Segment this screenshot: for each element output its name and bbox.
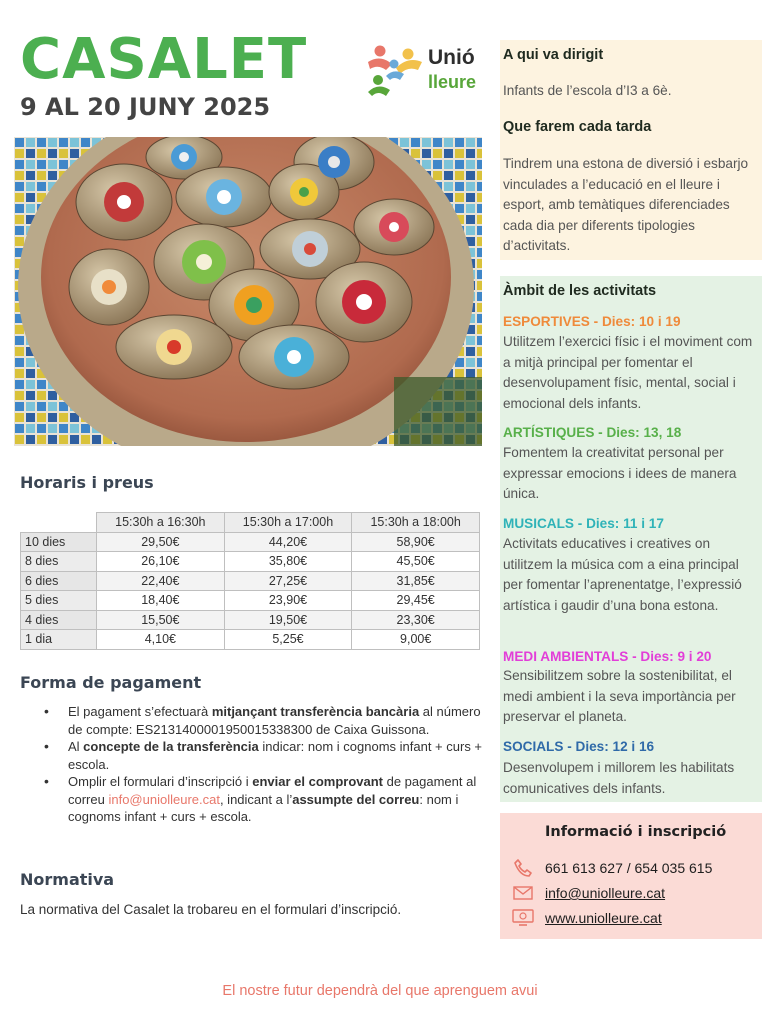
audience-text: Infants de l’escola d’I3 a 6è. xyxy=(503,83,672,98)
table-cell: 5,25€ xyxy=(224,630,352,650)
table-row xyxy=(21,610,480,630)
logo xyxy=(366,40,486,100)
table-cell: 18,40€ xyxy=(97,591,225,611)
payment-text: Al xyxy=(68,739,84,754)
activity-title-environment: MEDI AMBIENTALS - Dies: 9 i 20 xyxy=(503,649,712,664)
schedule-heading: Horaris i preus xyxy=(20,473,154,492)
logo-figures-icon xyxy=(366,42,424,98)
payment-text: : nom i cognoms infant + curs + escola. xyxy=(68,791,459,824)
payment-text: de pagament al correu xyxy=(68,774,477,807)
table-header-cell: 15:30h a 18:00h xyxy=(352,513,480,533)
table-cell: 23,90€ xyxy=(224,591,352,611)
payment-heading: Forma de pagament xyxy=(20,673,202,692)
phone-icon xyxy=(510,858,536,878)
activity-title-social: SOCIALS - Dies: 12 i 16 xyxy=(503,739,655,754)
table-cell: 29,45€ xyxy=(352,591,480,611)
list-item xyxy=(44,773,484,826)
table-row xyxy=(21,552,480,572)
table-header-cell xyxy=(21,513,97,533)
activities-heading: Àmbit de les activitats xyxy=(503,283,657,299)
table-header-cell: 15:30h a 16:30h xyxy=(97,513,225,533)
payment-email-link[interactable]: info@uniolleure.cat xyxy=(108,791,220,807)
contact-heading: Informació i inscripció xyxy=(545,824,727,840)
table-cell: 1 dia xyxy=(21,630,97,650)
logo-text-unio: Unió xyxy=(428,46,475,69)
activity-text-arts: Fomentem la creativitat personal per expressar emocions i idees de manera única. xyxy=(503,445,737,501)
payment-text: indicar: nom i cognoms infant + curs + escola. xyxy=(68,739,483,772)
table-cell: 9,00€ xyxy=(352,630,480,650)
event-dates: 9 AL 20 JUNY 2025 xyxy=(20,93,271,121)
afternoons-text: Tindrem una estona de diversió i esbarjo vinculades a l’educació en el lleure i esport, amb temàtiques diferenciades cada dia per diferents tipologies d’activitats. xyxy=(503,156,749,253)
table-cell: 29,50€ xyxy=(97,532,225,552)
contact-web-link[interactable]: www.uniolleure.cat xyxy=(545,910,662,926)
logo-text-lleure: lleure xyxy=(428,72,477,92)
table-row xyxy=(21,571,480,591)
payment-text: El pagament s’efectuarà xyxy=(68,704,212,719)
table-header-row xyxy=(21,513,480,533)
afternoons-heading: Que farem cada tarda xyxy=(503,119,652,135)
activity-text-environment: Sensibilitzem sobre la sostenibilitat, el medi ambient i la seva importància per preservar el planeta. xyxy=(503,668,736,724)
table-cell: 23,30€ xyxy=(352,610,480,630)
table-row xyxy=(21,532,480,552)
table-cell: 6 dies xyxy=(21,571,97,591)
table-cell: 5 dies xyxy=(21,591,97,611)
table-cell: 10 dies xyxy=(21,532,97,552)
payment-bold: mitjançant transferència bancària xyxy=(211,704,420,719)
table-cell: 4,10€ xyxy=(97,630,225,650)
payment-list xyxy=(44,703,484,826)
mail-icon xyxy=(510,883,536,903)
contact-phone-row xyxy=(510,858,712,878)
activity-text-social: Desenvolupem i millorem les habilitats comunicatives dels infants. xyxy=(503,760,735,796)
list-item xyxy=(44,738,484,773)
table-cell: 58,90€ xyxy=(352,532,480,552)
payment-bold: concepte de la transferència xyxy=(83,739,259,754)
table-cell: 19,50€ xyxy=(224,610,352,630)
table-cell: 31,85€ xyxy=(352,571,480,591)
payment-text: al número de compte: ES2131400001950015338300 de Caixa Guissona. xyxy=(68,704,481,737)
audience-heading: A qui va dirigit xyxy=(503,47,604,63)
table-row xyxy=(21,630,480,650)
contact-phone: 661 613 627 / 654 035 615 xyxy=(545,860,713,876)
contact-email-link[interactable]: info@uniolleure.cat xyxy=(545,885,666,901)
price-table xyxy=(20,512,480,650)
payment-text: Omplir el formulari d’inscripció i xyxy=(68,774,253,789)
table-cell: 26,10€ xyxy=(97,552,225,572)
rules-heading: Normativa xyxy=(20,870,115,889)
table-cell: 35,80€ xyxy=(224,552,352,572)
contact-web-row xyxy=(510,908,662,928)
rules-text: La normativa del Casalet la trobareu en el formulari d’inscripció. xyxy=(20,902,402,917)
slogan: El nostre futur dependrà del que aprenguem avui xyxy=(222,983,538,999)
hero-photo xyxy=(14,137,482,446)
payment-bold: assumpte del correu xyxy=(292,791,420,807)
activity-text-music: Activitats educatives i creatives on utilitzem la música com a eina principal per fomentar l’aprenentatge, l’expressió artística i gaudir d’una bona estona. xyxy=(503,536,742,613)
payment-bold: enviar el comprovant xyxy=(252,774,383,789)
table-cell: 8 dies xyxy=(21,552,97,572)
table-header-cell: 15:30h a 17:00h xyxy=(224,513,352,533)
table-cell: 22,40€ xyxy=(97,571,225,591)
payment-text: , indicant a l’ xyxy=(219,791,293,807)
table-cell: 45,50€ xyxy=(352,552,480,572)
table-row xyxy=(21,591,480,611)
page-title: CASALET xyxy=(20,27,308,92)
activity-title-arts: ARTÍSTIQUES - Dies: 13, 18 xyxy=(503,425,682,440)
activity-text-sports: Utilitzem l’exercici físic i el moviment com a mitjà principal per fomentar el desenvolupament físic, mental, social i emocional dels infants. xyxy=(503,334,753,411)
table-cell: 15,50€ xyxy=(97,610,225,630)
table-cell: 44,20€ xyxy=(224,532,352,552)
table-cell: 4 dies xyxy=(21,610,97,630)
list-item xyxy=(44,703,484,738)
activity-title-music: MUSICALS - Dies: 11 i 17 xyxy=(503,516,664,531)
web-icon xyxy=(510,908,536,928)
contact-email-row xyxy=(510,883,665,903)
activity-title-sports: ESPORTIVES - Dies: 10 i 19 xyxy=(503,314,681,329)
table-cell: 27,25€ xyxy=(224,571,352,591)
